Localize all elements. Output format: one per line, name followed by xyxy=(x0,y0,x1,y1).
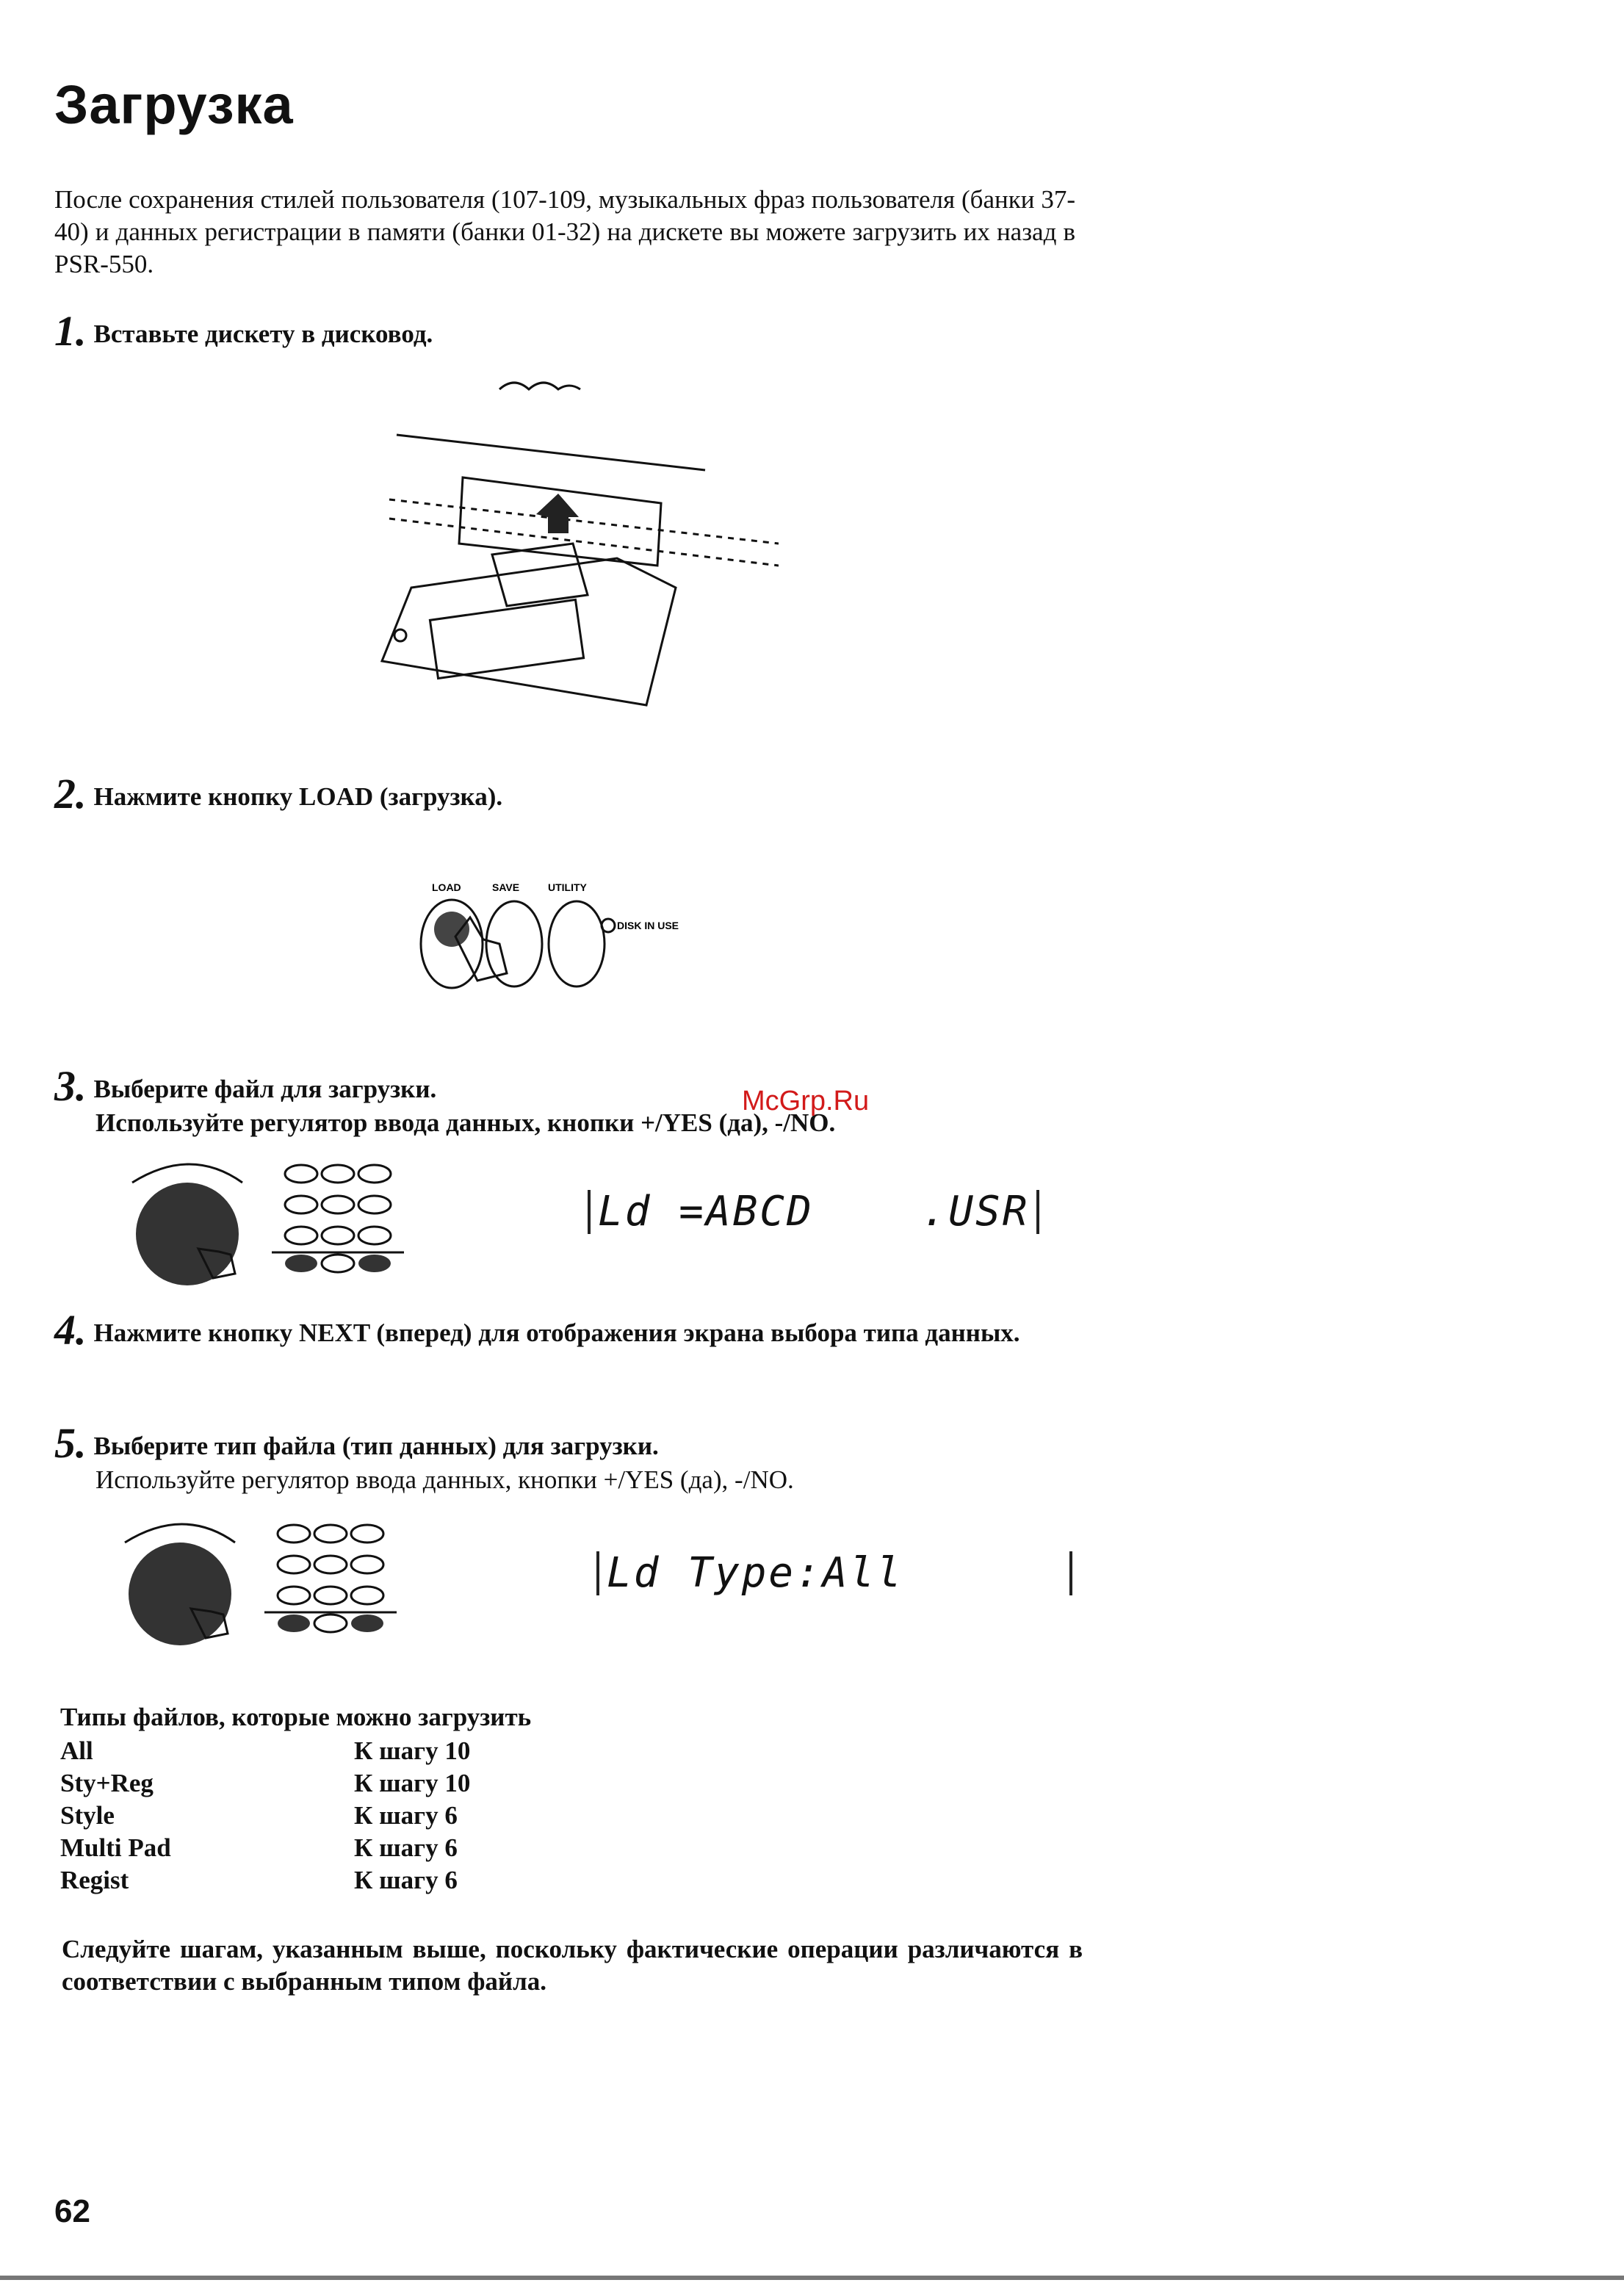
list-item xyxy=(60,1832,470,1864)
file-types-heading: Типы файлов, которые можно загрузить xyxy=(60,1703,532,1731)
file-type-goto: К шагу 6 xyxy=(354,1833,458,1862)
file-type-goto: К шагу 6 xyxy=(354,1866,458,1894)
page-title: Загрузка xyxy=(54,74,294,135)
step-text: Выберите файл для загрузки. xyxy=(93,1075,437,1103)
file-type-name: Multi Pad xyxy=(60,1833,171,1862)
step-subtext: Используйте регулятор ввода данных, кнопки +/YES (да), -/NO. xyxy=(95,1108,836,1137)
load-panel-illustration xyxy=(411,870,735,1017)
save-button[interactable] xyxy=(486,901,542,986)
page-number: 62 xyxy=(54,2193,90,2229)
file-type-name: All xyxy=(60,1736,93,1765)
lcd-display-file: Ld =ABCD .USR xyxy=(588,1190,1039,1234)
step-text: Вставьте дискету в дисковод. xyxy=(93,320,433,348)
floppy-insert-illustration xyxy=(367,367,779,712)
disk-in-use-label: DISK IN USE xyxy=(617,920,679,931)
data-dial-icon xyxy=(129,1543,231,1645)
save-label: SAVE xyxy=(492,881,520,893)
utility-label: UTILITY xyxy=(548,881,587,893)
step-text: Нажмите кнопку NEXT (вперед) для отображения экрана выбора типа данных. xyxy=(93,1318,1020,1347)
step-subtext: Используйте регулятор ввода данных, кнопки +/YES (да), -/NO. xyxy=(95,1465,794,1494)
file-type-name: Sty+Reg xyxy=(60,1769,154,1797)
intro-paragraph: После сохранения стилей пользователя (107-109, музыкальных фраз пользователя (банки 37-40) и данных регистрации в памяти (банки 01-32) на дискете вы можете загрузить их назад в PSR-550. xyxy=(54,185,1075,278)
data-dial-keypad-illustration xyxy=(118,1153,426,1293)
data-dial-icon xyxy=(136,1183,239,1285)
step-number: 5. xyxy=(54,1419,87,1467)
list-item xyxy=(60,1767,470,1800)
step-number: 4. xyxy=(54,1306,87,1354)
load-label: LOAD xyxy=(432,881,461,893)
pressed-button-icon xyxy=(434,912,469,947)
step-2 xyxy=(54,770,503,818)
step-1 xyxy=(54,307,433,355)
step-4 xyxy=(54,1306,1083,1354)
bottom-divider xyxy=(0,2276,1624,2280)
data-dial-keypad-illustration xyxy=(110,1513,419,1653)
step-number: 3. xyxy=(54,1062,87,1110)
hand-sketch-icon xyxy=(499,383,580,389)
list-item xyxy=(60,1735,470,1767)
list-item xyxy=(60,1800,470,1832)
step-number: 1. xyxy=(54,307,87,355)
step-text: Выберите тип файла (тип данных) для загрузки. xyxy=(93,1432,659,1460)
step-text: Нажмите кнопку LOAD (загрузка). xyxy=(93,782,503,811)
step-5 xyxy=(54,1419,794,1497)
file-type-goto: К шагу 6 xyxy=(354,1801,458,1830)
watermark: McGrp.Ru xyxy=(742,1086,870,1116)
step-number: 2. xyxy=(54,770,87,818)
insert-arrow-icon xyxy=(536,494,579,533)
lcd-display-type: Ld Type:All xyxy=(596,1551,1072,1595)
number-keypad-icon xyxy=(272,1165,404,1272)
list-item xyxy=(60,1864,470,1897)
utility-button[interactable] xyxy=(549,901,605,986)
rotate-arrow-icon xyxy=(125,1524,235,1543)
number-keypad-icon xyxy=(264,1525,397,1632)
file-type-name: Regist xyxy=(60,1866,129,1894)
file-types-list xyxy=(60,1735,470,1897)
file-type-goto: К шагу 10 xyxy=(354,1736,471,1765)
rotate-arrow-icon xyxy=(132,1164,242,1183)
file-type-name: Style xyxy=(60,1801,115,1830)
outro-paragraph: Следуйте шагам, указанным выше, поскольку фактические операции различаются в соответствии с выбранным типом файла. xyxy=(62,1935,1083,1996)
step-3 xyxy=(54,1062,836,1140)
file-type-goto: К шагу 10 xyxy=(354,1769,471,1797)
